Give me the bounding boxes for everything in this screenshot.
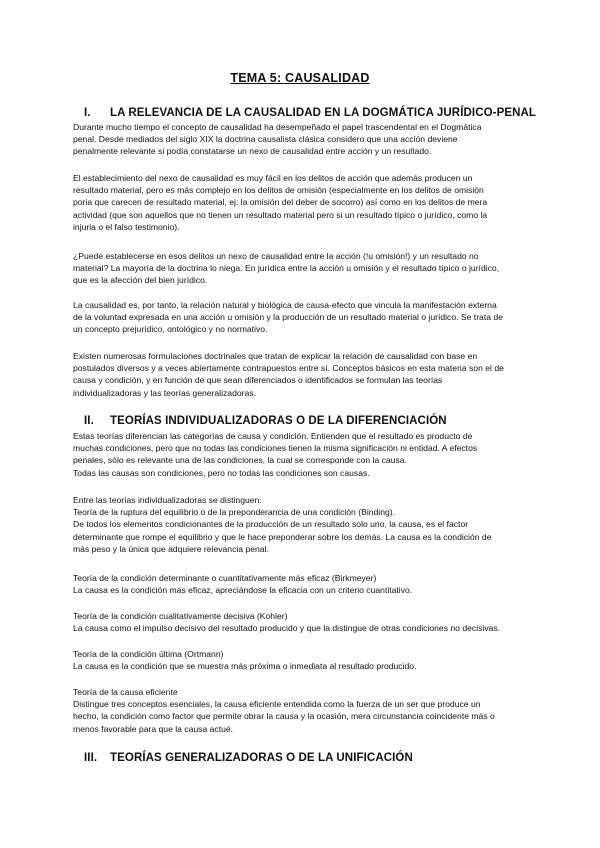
text-line: Existen numerosas formulaciones doctrinales que tratan de explicar la relación de causalidad con base en <box>73 351 478 361</box>
section-number: I. <box>84 107 91 119</box>
text-line: La causa es la condición más eficaz, apreciándose la eficacia con un criterio cuantitativo. <box>73 585 413 596</box>
text-line: La causa como el impulso decisivo del resultado producido y que la distingue de otras condiciones no decisivas. <box>73 623 501 634</box>
paragraph <box>73 430 535 479</box>
text-line: Teoría de la condición última (Ortmann) <box>73 649 224 659</box>
paragraph <box>73 250 535 287</box>
text-line: determinante que rompe el equilibrio y que le hace preponderar sobre los demás. La causa es la condición de <box>73 531 492 542</box>
text-line: La causa es la condición que se muestra más próxima o inmediata al resultado producido. <box>73 661 417 672</box>
text-line: resultado material, pero es más complejo en los delitos de omisión (especialmente en los delitos de omisión <box>73 185 484 196</box>
paragraph <box>73 648 535 672</box>
text-line: penalmente relevante si podía constatarse un nexo de causalidad entre acción y un resultado. <box>73 146 432 157</box>
section-number: III. <box>84 752 98 764</box>
text-line: causa y condición, y en función de que sean diferenciados o identificados se formulan las teorías <box>73 375 443 386</box>
text-line: Teoría de la causa eficiente <box>73 687 178 697</box>
text-line: hecho, la condición como factor que permite obrar la causa y la ocasión, mera circunstancia coincidente más o <box>73 711 495 722</box>
section-title: TEORÍAS INDIVIDUALIZADORAS O DE LA DIFERENCIACIÓN <box>110 415 447 427</box>
paragraph <box>73 494 535 555</box>
section-heading-2 <box>84 415 447 427</box>
paragraph <box>73 299 535 336</box>
text-line: menos favorable para que la causa actué. <box>73 723 234 734</box>
text-line: de la voluntad expresada en una acción u omisión y la producción de un resultado material o jurídico. Se trata de <box>73 312 503 323</box>
text-line: Durante mucho tiempo el concepto de causalidad ha desempeñado el papel trascendental en el Dogmática <box>73 122 482 132</box>
text-line: actividad (que son aquellos que no tienen un resultado material pero si un resultado típico o jurídico, como la <box>73 209 488 220</box>
text-line: Teoría de la ruptura del equilibrio o de la preponderancia de una condición (Binding). <box>73 507 396 518</box>
text-line: individualizadoras y las teorías generalizadoras. <box>73 387 256 398</box>
paragraph <box>73 572 535 596</box>
text-line: que es la afección del bien jurídico. <box>73 275 208 286</box>
text-line: Teoría de la condición determinante o cuantitativamente más eficaz (Birkmeyer) <box>73 573 377 583</box>
text-line: poria que carecen de resultado material, ej: la omisión del deber de socorro) así como en los delitos de mera <box>73 197 488 208</box>
paragraph <box>73 121 535 158</box>
text-line: penal. Desde mediados del siglo XIX la doctrina causalista clásica considero que una acción deviene <box>73 134 458 145</box>
text-line: postulados diversos y a veces abiertamente contrapuestos entre sí. Conceptos básicos en esta materia son el de <box>73 363 504 374</box>
text-line: De todos los elementos condicionantes de la producción de un resultado solo uno, la causa, es el factor <box>73 519 469 530</box>
section-number: II. <box>84 415 94 427</box>
section-title: TEORÍAS GENERALIZADORAS O DE LA UNIFICACIÓN <box>110 752 413 764</box>
text-line: Estas teorías diferencian las categorías de causa y condición. Entienden que el resultado es producto de <box>73 431 473 441</box>
section-heading-1 <box>84 107 536 119</box>
text-line: ¿Puede establecerse en esos delitos un nexo de causalidad entre la acción (!u omisión!) y un resultado no <box>73 251 479 261</box>
text-line: El establecimiento del nexo de causalidad es muy fácil en los delitos de acción que además producen un <box>73 173 473 183</box>
text-line: penales, sólo es relevante una de las condiciones, la cual se corresponde con la causa. <box>73 455 407 466</box>
text-line: injuria o el falso testimonio). <box>73 221 180 232</box>
paragraph <box>73 172 535 233</box>
document-title: TEMA 5: CAUSALIDAD <box>230 71 370 85</box>
text-line: un concepto prejurídico, ontológico y no normativo. <box>73 324 268 335</box>
section-title: LA RELEVANCIA DE LA CAUSALIDAD EN LA DOGMÁTICA JURÍDICO-PENAL <box>110 107 537 119</box>
section-heading-3 <box>84 752 413 764</box>
paragraph <box>73 610 535 634</box>
text-line: Distingue tres conceptos esenciales, la causa eficiente entendida como la fuerza de un ser que produce un <box>73 699 481 710</box>
paragraph <box>73 350 535 399</box>
text-line: más peso y la única que adquiere relevancia penal. <box>73 543 269 554</box>
text-line: Todas las causas son condiciones, pero no todas las condiciones son causas. <box>73 467 370 478</box>
text-line: material? La mayoría de la doctrina lo niega. En jurídica entre la acción u omisión y el resultado típico o jurídico, <box>73 263 500 274</box>
text-line: Entre las teorías individualizadoras se distinguen: <box>73 495 262 505</box>
paragraph <box>73 686 535 735</box>
text-line: Teoría de la condición cualitativamente decisiva (Kohler) <box>73 611 288 621</box>
text-line: La causalidad es, por tanto, la relación natural y biológica de causa-efecto que vincula la manifestación externa <box>73 300 497 310</box>
text-line: muchas condiciones, pero que no todas las condiciones tienen la misma significación ni entidad. A efectos <box>73 443 478 454</box>
